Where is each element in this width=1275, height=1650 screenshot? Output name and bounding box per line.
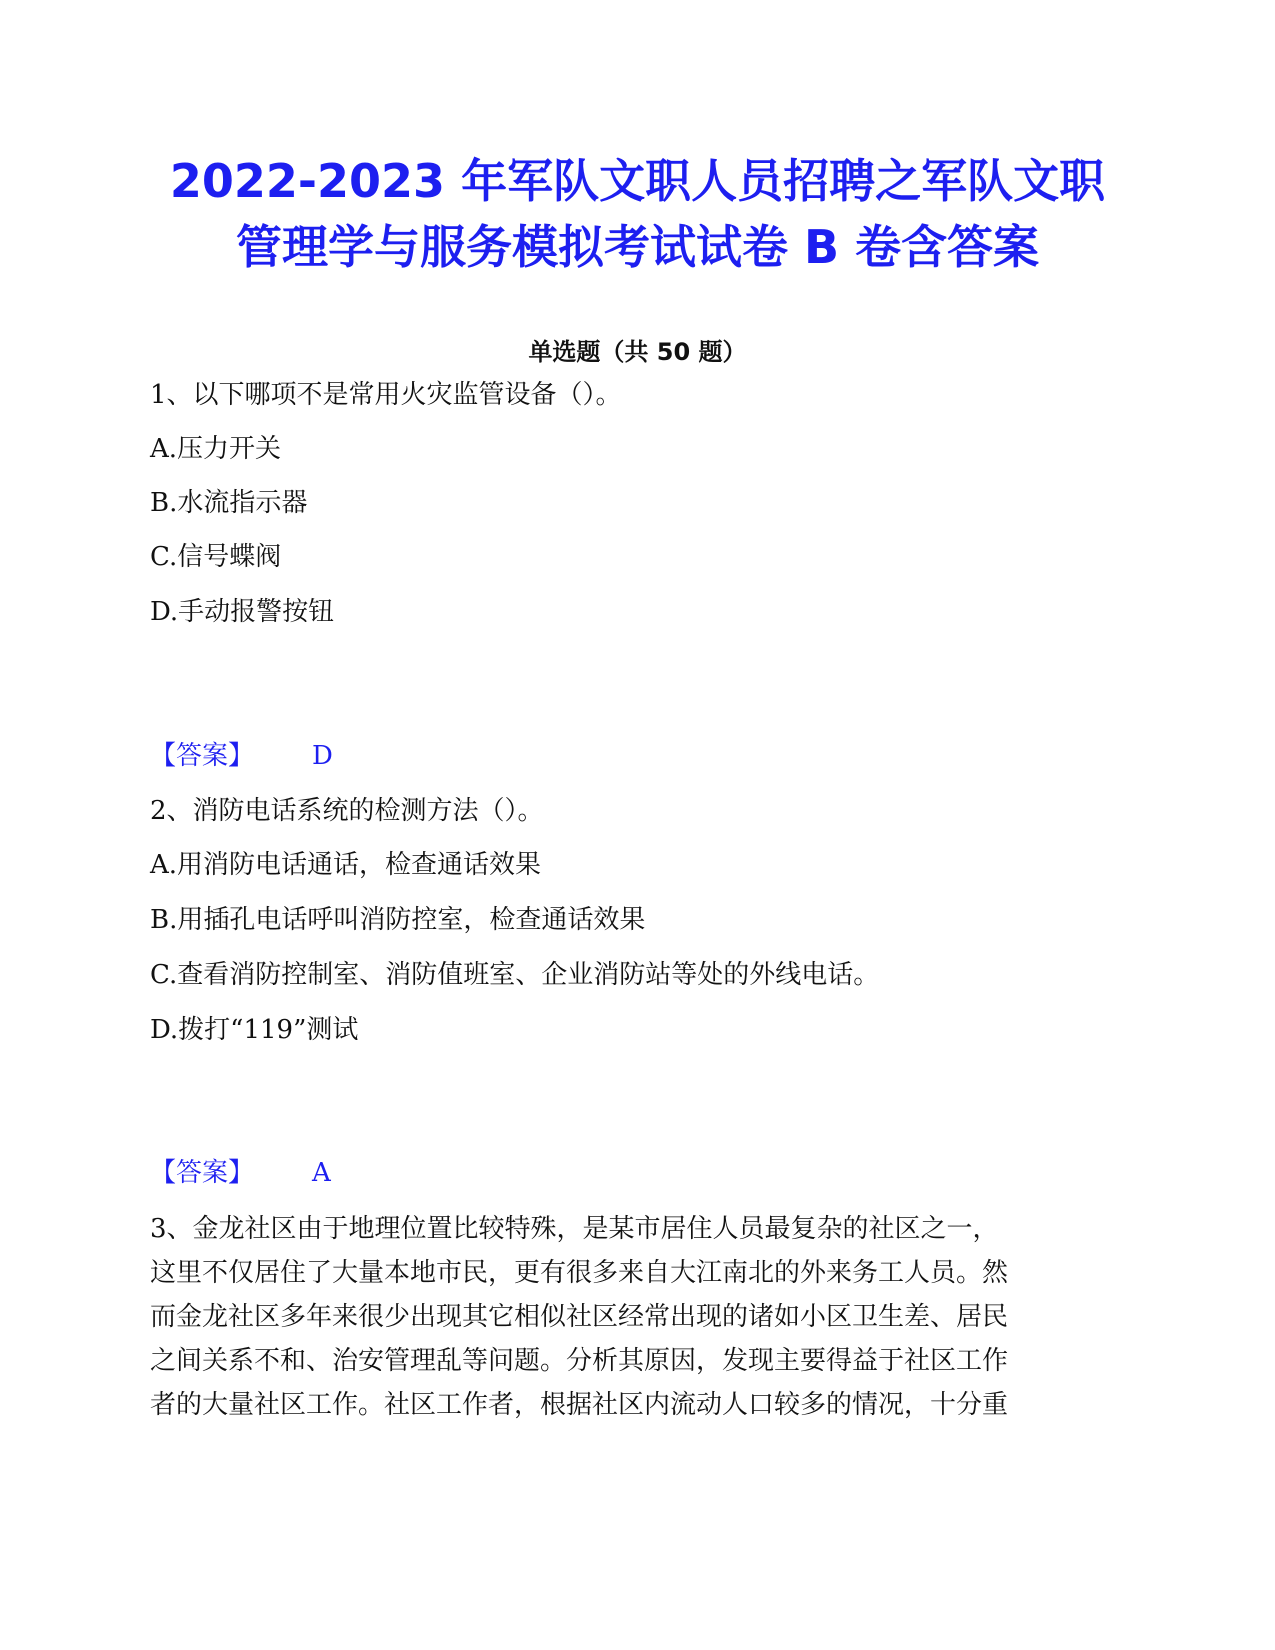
answer-value: A bbox=[312, 1158, 331, 1188]
document-title bbox=[120, 148, 1155, 280]
question-3-stem bbox=[150, 1207, 1115, 1427]
question-1-option-c: C.信号蝶阀 bbox=[150, 542, 282, 572]
section-heading: 单选题（共 50 题） bbox=[528, 338, 747, 366]
question-3-line-5: 者的大量社区工作。社区工作者，根据社区内流动人口较多的情况，十分重 bbox=[150, 1390, 1009, 1420]
question-3-line-1: 3、金龙社区由于地理位置比较特殊，是某市居住人员最复杂的社区之一， bbox=[150, 1214, 999, 1244]
title-line-2: 管理学与服务模拟考试试卷 B 卷含答案 bbox=[235, 220, 1040, 274]
answer-label: 【答案】 bbox=[150, 741, 255, 771]
question-1-option-a: A.压力开关 bbox=[150, 434, 282, 464]
question-2-option-d: D.拨打“119”测试 bbox=[150, 1015, 359, 1045]
question-2-option-b: B.用插孔电话呼叫消防控室，检查通话效果 bbox=[150, 905, 646, 935]
question-3-line-2: 这里不仅居住了大量本地市民，更有很多来自大江南北的外来务工人员。然 bbox=[150, 1258, 1009, 1288]
title-line-1: 2022-2023 年军队文职人员招聘之军队文职 bbox=[169, 154, 1106, 208]
question-2-option-a: A.用消防电话通话，检查通话效果 bbox=[150, 850, 542, 880]
question-1-option-b: B.水流指示器 bbox=[150, 488, 308, 518]
answer-label: 【答案】 bbox=[150, 1158, 255, 1188]
question-1-option-d: D.手动报警按钮 bbox=[150, 597, 335, 627]
question-2-option-c: C.查看消防控制室、消防值班室、企业消防站等处的外线电话。 bbox=[150, 960, 880, 990]
answer-value: D bbox=[312, 741, 333, 771]
question-2-stem: 2、消防电话系统的检测方法（）。 bbox=[150, 796, 544, 826]
question-3-line-3: 而金龙社区多年来很少出现其它相似社区经常出现的诸如小区卫生差、居民 bbox=[150, 1302, 1009, 1332]
question-1-stem: 1、以下哪项不是常用火灾监管设备（）。 bbox=[150, 380, 622, 410]
question-1-answer bbox=[150, 738, 333, 774]
question-3-line-4: 之间关系不和、治安管理乱等问题。分析其原因，发现主要得益于社区工作 bbox=[150, 1346, 1009, 1376]
question-2-answer bbox=[150, 1155, 331, 1191]
